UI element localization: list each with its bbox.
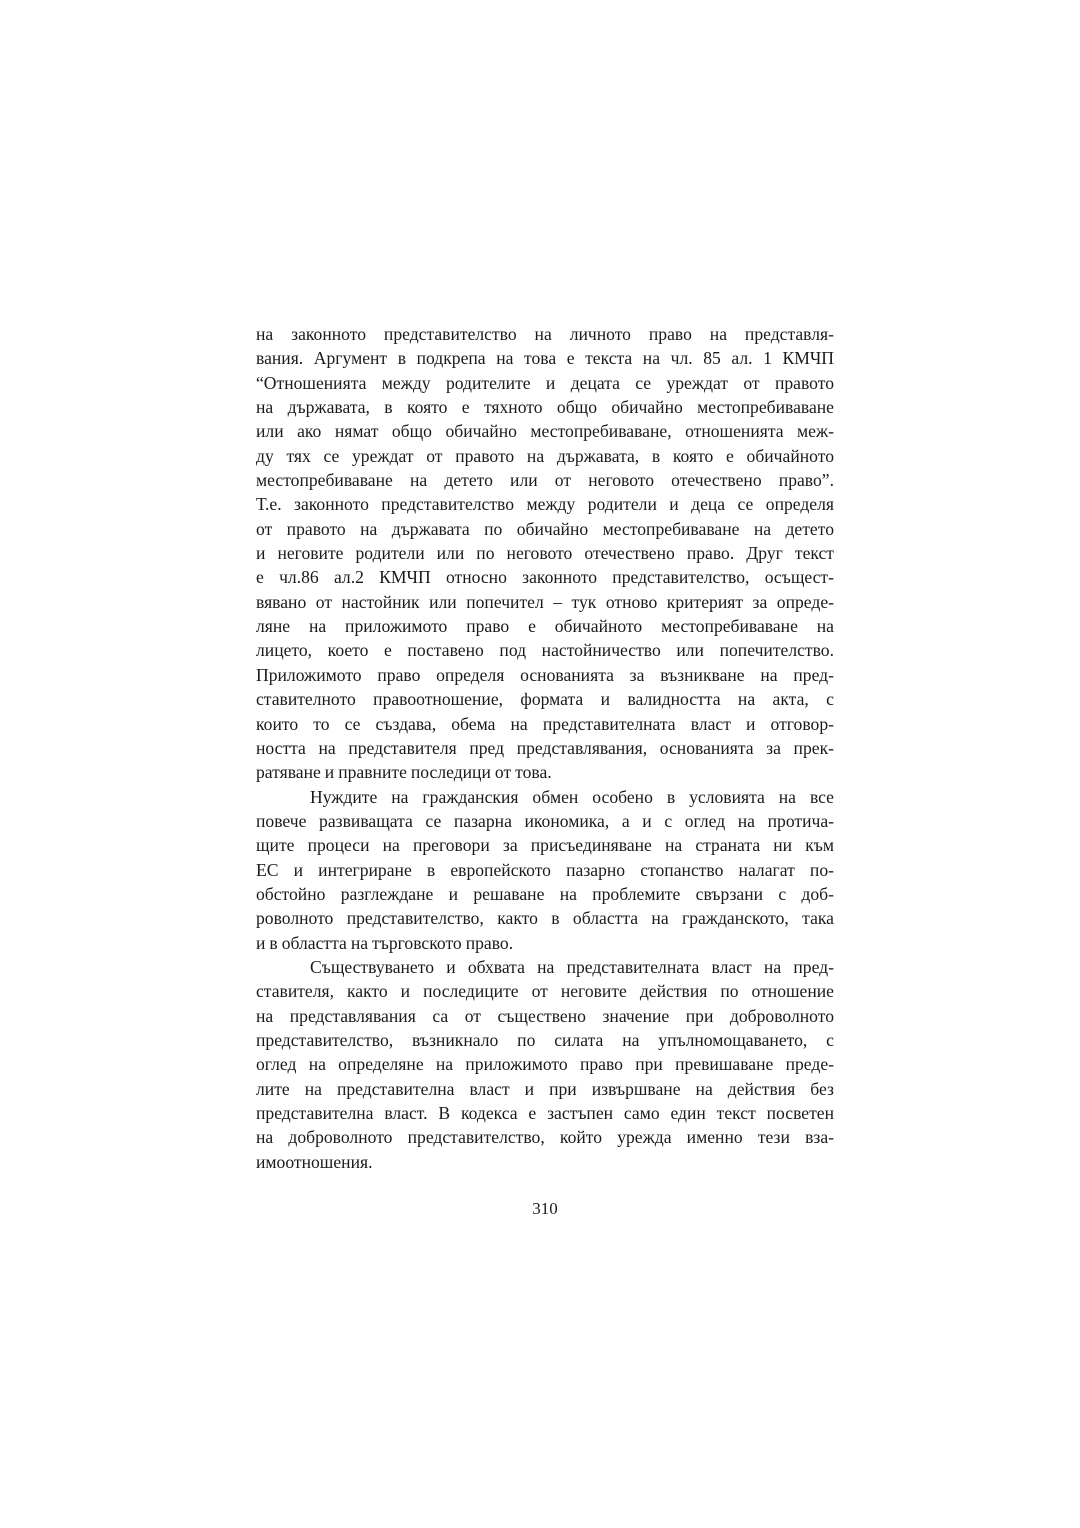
- text-line: и в областта на търговското право.: [256, 932, 514, 953]
- text-line: ду тях се уреждат от правото на държавата, в която е обичайното: [256, 445, 834, 466]
- text-line: вявано от настойник или попечител – тук отново критерият за опреде-: [256, 591, 834, 612]
- text-line: имоотношения.: [256, 1151, 373, 1172]
- text-line: представителна власт. В кодекса е застъпен само един текст посветен: [256, 1103, 834, 1123]
- text-line: лицето, което е поставено под настойничество или попечителство.: [256, 640, 834, 661]
- text-line: е чл.86 ал.2 КМЧП относно законното представителство, осъщест-: [256, 567, 834, 588]
- text-line: Нуждите на гражданския обмен особено в условията на все: [310, 786, 834, 807]
- text-line: Т.е. законното представителство между родители и деца се определя: [256, 494, 834, 515]
- text-line: Приложимото право определя основанията за възникване на пред-: [256, 664, 834, 685]
- text-line: ратяване и правните последици от това.: [256, 762, 552, 783]
- text-line: представителство, възникнало по силата на упълномощаването, с: [256, 1029, 834, 1050]
- text-line: от правото на държавата по обичайно местопребиваване на детето: [256, 518, 834, 539]
- text-line: на държавата, в която е тяхното общо обичайно местопребиваване: [256, 397, 834, 418]
- text-line: щите процеси на преговори за присъединяване на страната ни към: [256, 835, 834, 856]
- paragraph-3: [256, 955, 834, 1174]
- text-line: вания. Аргумент в подкрепа на това е текста на чл. 85 ал. 1 КМЧП: [256, 348, 834, 369]
- paragraph-1: [256, 322, 834, 785]
- text-line: лите на представителна власт и при извършване на действия без: [256, 1078, 834, 1099]
- text-line: повече развиващата се пазарна икономика, а и с оглед на протича-: [256, 810, 834, 831]
- text-line: “Отношенията между родителите и децата се уреждат от правото: [256, 372, 834, 393]
- text-line: ляне на приложимото право е обичайното местопребиваване на: [256, 616, 834, 637]
- text-line: ността на представителя пред представлявания, основанията за прек-: [256, 737, 834, 758]
- page-number: 310: [532, 1199, 558, 1218]
- text-line: на представлявания са от съществено значение при доброволното: [256, 1005, 834, 1026]
- text-line: ставителя, както и последиците от неговите действия по отношение: [256, 981, 834, 1002]
- text-line: които то се създава, обема на представителната власт и отговор-: [256, 713, 834, 734]
- paragraph-2: [256, 785, 834, 955]
- text-line: на доброволното представителство, който урежда именно тези вза-: [256, 1127, 834, 1148]
- text-line: на законното представителство на личното право на представля-: [256, 324, 834, 344]
- text-line: ЕС и интегриране в европейското пазарно стопанство налагат по-: [256, 859, 834, 880]
- text-line: оглед на определяне на приложимото право при превишаване преде-: [256, 1054, 834, 1075]
- page-body: [256, 322, 834, 1174]
- text-line: роволното представителство, както в областта на гражданското, така: [256, 908, 834, 929]
- text-line: ставителното правоотношение, формата и валидността на акта, с: [256, 689, 834, 710]
- text-line: местопребиваване на детето или от неговото отечествено право”.: [256, 470, 834, 491]
- text-line: Съществуването и обхвата на представителната власт на пред-: [310, 956, 834, 977]
- text-line: обстойно разглеждане и решаване на проблемите свързани с доб-: [256, 883, 834, 904]
- text-line: или ако нямат общо обичайно местопребиваване, отношенията меж-: [256, 421, 834, 442]
- text-line: и неговите родители или по неговото отечествено право. Друг текст: [256, 543, 834, 564]
